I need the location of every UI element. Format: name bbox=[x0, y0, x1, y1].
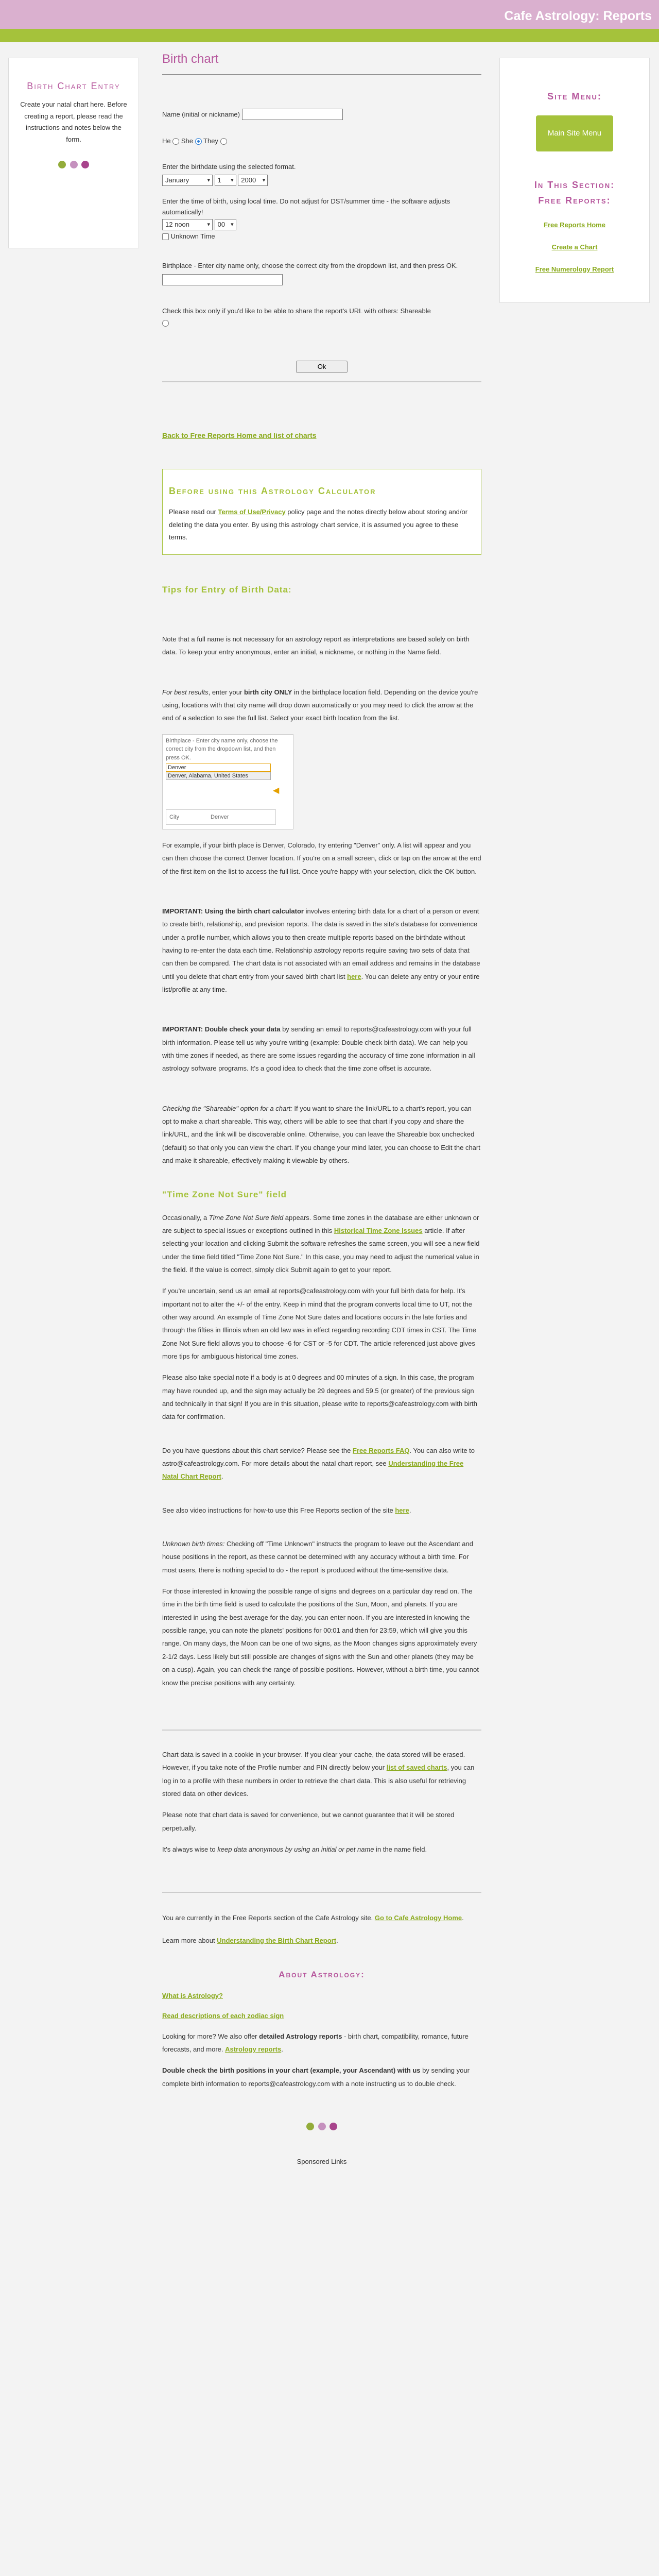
tz-not-sure-heading: "Time Zone Not Sure" field bbox=[162, 1190, 287, 1200]
dot-icon bbox=[330, 2123, 337, 2130]
cafe-astrology-home-link[interactable]: Go to Cafe Astrology Home bbox=[374, 1914, 462, 1922]
tips-paragraph-5: IMPORTANT: Double check your data by sending an email to reports@cafeastrology.com with your full birth information. Please tell us why you're writing (example: Double check birth data). We can help you with time zones if needed, as there are some issues regarding the accuracy of time zone information in all astrology software programs. It's a good idea to check that the time zone offset is accurate. bbox=[162, 1025, 475, 1073]
tz-paragraph-4: Do you have questions about this chart service? Please see the Free Reports FAQ. You can also write to astro@cafeastrology.com. For more details about the natal chart report, see Understanding the Free Natal Chart Report. bbox=[162, 1446, 475, 1481]
tips-paragraph-2: For best results, enter your birth city ONLY in the birthplace location field. Depending on the device you're using, locations with that city name will drop down automatically or you may need to click the arrow at the end of a selection to see the full list. Select your exact birth location from the list. bbox=[162, 688, 478, 722]
section-title: In This Section: bbox=[534, 179, 615, 190]
about-paragraph-1: Looking for more? We also offer detailed Astrology reports - birth chart, compatibility, romance, future forecasts, and more. Astrology reports. bbox=[162, 2032, 469, 2054]
tips-paragraph-3: For example, if your birth place is Denver, Colorado, try entering "Denver" only. A list will appear and you can then choose the correct Denver location. If you're on a small screen, click or tap on the arrow at the end of the first item on the list to access the full list. Once you're happy with your selection, click the OK button. bbox=[162, 841, 481, 875]
month-select[interactable]: January ▾ bbox=[162, 175, 213, 186]
shareable-checkbox[interactable] bbox=[162, 320, 169, 327]
birthdate-label: Enter the birthdate using the selected format. bbox=[162, 163, 296, 171]
minute-select[interactable]: 00 ▾ bbox=[215, 219, 236, 230]
example-dropdown-option: Denver, Alabama, United States bbox=[166, 772, 271, 780]
form-divider bbox=[162, 381, 481, 382]
decorative-dots-bottom bbox=[162, 2122, 481, 2133]
gender-he-radio[interactable] bbox=[172, 138, 179, 145]
section-note-1: You are currently in the Free Reports section of the Cafe Astrology site. Go to Cafe Astrology Home. bbox=[162, 1914, 464, 1922]
about-astrology-heading: About Astrology: bbox=[279, 1969, 365, 1979]
main-content bbox=[162, 42, 481, 2168]
historical-tz-link[interactable]: Historical Time Zone Issues bbox=[334, 1226, 423, 1234]
example-table bbox=[166, 809, 276, 825]
tips-paragraph-6: Checking the "Shareable" option for a chart: If you want to share the link/URL to a chart's report, you can opt to make a chart shareable. This way, others will be able to see that chart if you copy and share the link/URL, and the link will be discoverable online. Otherwise, you can leave the Shareable box unchecked (default) so that only you can view the chart. If you change your mind later, you can choose to Edit the chart and make it shareable, effectively making it viewable by others. bbox=[162, 1104, 480, 1164]
free-reports-faq-link[interactable]: Free Reports FAQ bbox=[353, 1446, 410, 1454]
saved-charts-link[interactable]: here bbox=[347, 972, 361, 980]
right-sidebar bbox=[499, 58, 650, 303]
section-note-2: Learn more about Understanding the Birth Chart Report. bbox=[162, 1936, 338, 1944]
astrology-reports-link[interactable]: Astrology reports bbox=[225, 2045, 282, 2054]
understanding-birth-chart-link[interactable]: Understanding the Birth Chart Report bbox=[217, 1936, 337, 1944]
title-divider bbox=[162, 74, 481, 75]
gender-he-label: He bbox=[162, 137, 171, 145]
tz-paragraph-7: For those interested in knowing the possible range of signs and degrees on a particular day read on. The time in the birth time field is used to calculate the positions of the Sun, Moon, and planets. If you are interested in using the best average for the day, you can enter noon. If you are interested in knowing the possible range, you can note the planets' positions for 00:01 and then for 23:59, which will give you this range. On many days, the Moon can be one of two signs, as the Moon changes signs approximately every 2-1/2 days. Less likely but still possible are changes of signs with the Sun and other planets (they may be on a cusp). Again, you can check the range of possible positions. However, without a birth time, you cannot know the precise positions with any certainty. bbox=[162, 1587, 479, 1687]
main-site-menu-button[interactable]: Main Site Menu bbox=[536, 115, 613, 151]
what-is-astrology-link[interactable]: What is Astrology? bbox=[162, 1992, 223, 2000]
tips-paragraph-1: Note that a full name is not necessary for an astrology report as interpretations are based solely on birth data. To keep your entry anonymous, enter an initial, a nickname, or nothing in the Name field. bbox=[162, 635, 470, 656]
storage-paragraph-1: Chart data is saved in a cookie in your browser. If you clear your cache, the data stored will be erased. However, if you take note of the Profile number and PIN directly below your list of saved charts, you can log in to a profile with these numbers in order to retrieve the chart data. This is also useful for retrieving stored data on other devices. bbox=[162, 1750, 475, 1798]
storage-paragraph-3: It's always wise to keep data anonymous by using an initial or pet name in the name field. bbox=[162, 1845, 427, 1853]
day-select[interactable]: 1 ▾ bbox=[215, 175, 236, 186]
tz-paragraph-3: Please also take special note if a body is at 0 degrees and 00 minutes of a sign. In this case, the program may have rounded up, and the sign may actually be 29 degrees and 59.5 (or greater) of the previous sign and technically in that sign! If you are in this situation, please write to reports@cafeastrology.com with birth data for confirmation. bbox=[162, 1374, 477, 1421]
example-col-city: City bbox=[169, 814, 179, 820]
sponsored-links-label: Sponsored Links bbox=[297, 2158, 347, 2166]
example-input: Denver bbox=[166, 764, 271, 772]
natal-chart-report-link[interactable]: Understanding the Free Natal Chart Report bbox=[162, 1460, 464, 1481]
before-using-title: Before using this Astrology Calculator bbox=[169, 486, 376, 497]
dot-icon bbox=[81, 161, 89, 168]
gender-they-radio[interactable] bbox=[220, 138, 227, 145]
tz-paragraph-2: If you're uncertain, send us an email at reports@cafeastrology.com with your full birth data for help. It's important not to alter the +/- of the entry. Keep in mind that the program converts local time to UT, not the other way around. An example of Time Zone Not Sure dates and locations occurs in the late forties and through the fifties in Illinois when an old law was in effect regarding recording CDT times in CST. The Time Zone Not Sure field allows you to choose -6 for CST or -5 for CDT. The article referenced just above gives more tips for ambiguous historical time zones. bbox=[162, 1287, 476, 1360]
shareable-label: Check this box only if you'd like to be able to share the report's URL with others: Shareable bbox=[162, 307, 431, 315]
video-instructions-link[interactable]: here bbox=[395, 1506, 409, 1514]
saved-charts-list-link[interactable]: list of saved charts bbox=[386, 1764, 447, 1772]
storage-divider bbox=[162, 1730, 481, 1731]
tz-paragraph-1: Occasionally, a Time Zone Not Sure field appears. Some time zones in the database are either unknown or are subject to special issues or exceptions outlined in this Historical Time Zone Issues article. If after selecting your location and clicking Submit the software refreshes the same screen, you will see a new field under the time field titled "Time Zone Not Sure." In this case, you may need to adjust the numerical value in the field. If the value is correct, simply click Submit again to get to your report. bbox=[162, 1213, 480, 1274]
green-bar bbox=[0, 29, 659, 42]
tz-paragraph-6: Unknown birth times: Checking off "Time Unknown" instructs the program to leave out the Ascendant and house positions in the report, as these cannot be determined with any accuracy without a birth time. For most users, there is nothing special to do - the report is produced without the time-sensitive data. bbox=[162, 1540, 473, 1574]
before-using-box bbox=[162, 469, 481, 555]
before-using-text: Please read our Terms of Use/Privacy policy page and the notes directly below about storing and/or deleting the data you enter. By using this astrology chart service, it is assumed you agree to these terms. bbox=[169, 507, 468, 541]
left-sidebar-text: Create your natal chart here. Before creating a report, please read the instructions and notes below the form. bbox=[20, 100, 127, 144]
hour-select[interactable]: 12 noon ▾ bbox=[162, 219, 213, 230]
birthdate-row bbox=[162, 175, 481, 186]
dot-icon bbox=[70, 161, 78, 168]
dot-icon bbox=[306, 2123, 314, 2130]
ok-button[interactable]: Ok bbox=[296, 361, 348, 373]
arrow-left-icon: ◀ bbox=[273, 786, 280, 795]
example-label: Birthplace - Enter city name only, choose the correct city from the dropdown list, and then press OK. bbox=[166, 737, 278, 761]
create-a-chart-link[interactable]: Create a Chart bbox=[551, 243, 598, 251]
tips-heading: Tips for Entry of Birth Data: bbox=[162, 584, 292, 595]
unknown-time-label: Unknown Time bbox=[170, 232, 215, 240]
site-brand[interactable]: Cafe Astrology: Reports bbox=[504, 9, 652, 23]
gender-row bbox=[162, 136, 481, 147]
free-numerology-report-link[interactable]: Free Numerology Report bbox=[535, 265, 614, 273]
section-subtitle: Free Reports: bbox=[538, 195, 611, 206]
terms-privacy-link[interactable]: Terms of Use/Privacy bbox=[218, 507, 286, 516]
time-row bbox=[162, 219, 481, 230]
dot-icon bbox=[318, 2123, 326, 2130]
tz-paragraph-5: See also video instructions for how-to use this Free Reports section of the site here. bbox=[162, 1506, 411, 1514]
decorative-dots bbox=[20, 160, 127, 172]
gender-she-label: She bbox=[181, 137, 194, 145]
name-label: Name (initial or nickname) bbox=[162, 110, 240, 118]
page-title: Birth chart bbox=[162, 52, 219, 66]
top-bar bbox=[0, 0, 659, 29]
about-paragraph-2: Double check the birth positions in your chart (example, your Ascendant) with us by sending your complete birth information to reports@cafeastrology.com with a note instructing us to double check. bbox=[162, 2066, 470, 2088]
unknown-time-checkbox[interactable] bbox=[162, 233, 169, 240]
left-sidebar bbox=[8, 58, 139, 248]
example-col-value: Denver bbox=[211, 814, 229, 820]
gender-she-radio[interactable] bbox=[195, 138, 202, 145]
zodiac-descriptions-link[interactable]: Read descriptions of each zodiac sign bbox=[162, 2011, 284, 2020]
birthplace-label: Birthplace - Enter city name only, choose the correct city from the dropdown list, and then press OK. bbox=[162, 261, 458, 269]
back-link[interactable]: Back to Free Reports Home and list of charts bbox=[162, 431, 317, 439]
tips-paragraph-4: IMPORTANT: Using the birth chart calculator involves entering birth data for a chart of a person or event to create birth, relationship, and prevision reports. The data is saved in the site's database for convenience under a profile number, which allows you to then create multiple reports based on the birthdate without having to re-enter the data each time. Relationship astrology reports require saving two sets of data that can then be compared. The chart data is not associated with an email address and remains in the database until you delete that chart entry from your saved birth chart list here. You can delete any entry or your entire list/profile at any time. bbox=[162, 907, 480, 993]
left-sidebar-title: Birth Chart Entry bbox=[27, 81, 120, 91]
birthplace-example-image bbox=[162, 734, 293, 829]
gender-they-label: They bbox=[203, 137, 218, 145]
free-reports-home-link[interactable]: Free Reports Home bbox=[544, 221, 605, 229]
unknown-time-row bbox=[162, 231, 481, 242]
section-divider bbox=[162, 1892, 481, 1893]
name-row bbox=[162, 109, 481, 120]
year-select[interactable]: 2000 ▾ bbox=[238, 175, 268, 186]
storage-paragraph-2: Please note that chart data is saved for convenience, but we cannot guarantee that it will be stored perpetually. bbox=[162, 1811, 455, 1832]
time-label: Enter the time of birth, using local time. Do not adjust for DST/summer time - the software adjusts automatically! bbox=[162, 197, 450, 216]
birthplace-input[interactable] bbox=[162, 274, 283, 285]
site-menu-title: Site Menu: bbox=[547, 91, 602, 101]
name-input[interactable] bbox=[242, 109, 343, 120]
dot-icon bbox=[58, 161, 66, 168]
